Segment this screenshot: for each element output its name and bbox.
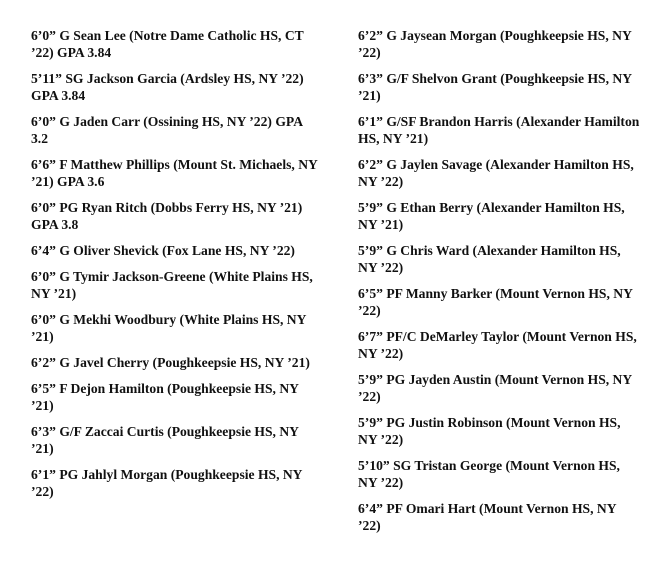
player-entry: 6’4” PF Omari Hart (Mount Vernon HS, NY ’22)	[358, 501, 617, 533]
player-entry: 5’9” G Chris Ward (Alexander Hamilton HS, NY ’22)	[358, 243, 621, 275]
player-entry: 6’4” G Oliver Shevick (Fox Lane HS, NY ’22)	[31, 243, 295, 258]
player-entry: 6’2” G Jaylen Savage (Alexander Hamilton HS, NY ’22)	[358, 157, 634, 189]
player-entry: 6’3” G/F Shelvon Grant (Poughkeepsie HS, NY ’21)	[358, 71, 632, 103]
player-entry: 6’0” G Sean Lee (Notre Dame Catholic HS, CT ’22) GPA 3.84	[31, 28, 304, 60]
player-entry: 6’5” F Dejon Hamilton (Poughkeepsie HS, NY ’21)	[31, 381, 299, 413]
player-entry: 5’9” G Ethan Berry (Alexander Hamilton HS, NY ’21)	[358, 200, 625, 232]
player-entry: 6’0” G Mekhi Woodbury (White Plains HS, NY ’21)	[31, 312, 306, 344]
player-entry: 6’2” G Jaysean Morgan (Poughkeepsie HS, NY ’22)	[358, 28, 632, 60]
player-entry: 6’0” G Tymir Jackson-Greene (White Plains HS, NY ’21)	[31, 269, 313, 301]
player-entry: 6’3” G/F Zaccai Curtis (Poughkeepsie HS, NY ’21)	[31, 424, 299, 456]
player-entry: 6’2” G Javel Cherry (Poughkeepsie HS, NY ’21)	[31, 355, 310, 370]
player-entry: 6’1” PG Jahlyl Morgan (Poughkeepsie HS, NY ’22)	[31, 467, 302, 499]
player-list-right-column	[358, 27, 640, 543]
player-entry: 6’5” PF Manny Barker (Mount Vernon HS, NY ’22)	[358, 286, 633, 318]
player-entry: 6’6” F Matthew Phillips (Mount St. Michaels, NY ’21) GPA 3.6	[31, 157, 318, 189]
player-entry: 6’7” PF/C DeMarley Taylor (Mount Vernon HS, NY ’22)	[358, 329, 637, 361]
player-entry: 6’0” PG Ryan Ritch (Dobbs Ferry HS, NY ’21) GPA 3.8	[31, 200, 303, 232]
player-entry: 6’1” G/SF Brandon Harris (Alexander Hamilton HS, NY ’21)	[358, 114, 640, 146]
player-entry: 6’0” G Jaden Carr (Ossining HS, NY ’22) GPA 3.2	[31, 114, 303, 146]
player-entry: 5’9” PG Jayden Austin (Mount Vernon HS, NY ’22)	[358, 372, 632, 404]
player-entry: 5’11” SG Jackson Garcia (Ardsley HS, NY ’22) GPA 3.84	[31, 71, 304, 103]
player-entry: 5’10” SG Tristan George (Mount Vernon HS, NY ’22)	[358, 458, 620, 490]
player-list-left-column	[31, 27, 321, 509]
player-entry: 5’9” PG Justin Robinson (Mount Vernon HS, NY ’22)	[358, 415, 621, 447]
